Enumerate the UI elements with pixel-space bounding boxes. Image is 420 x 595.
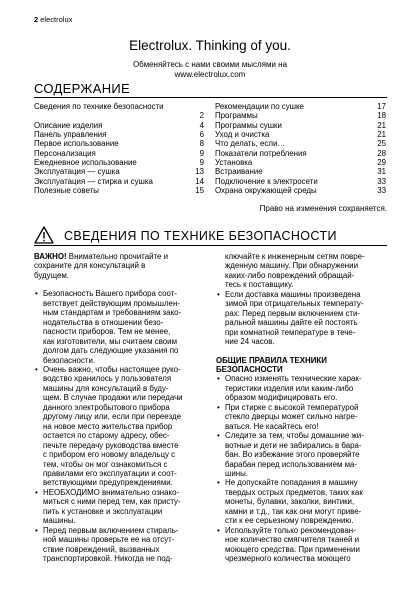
- toc-entry-title: Программы: [215, 111, 258, 121]
- safety-right-column: [216, 252, 386, 564]
- toc-entry-title: Показатели потребления: [215, 148, 307, 158]
- toc-entry-title: Уход и очистка: [215, 130, 270, 140]
- bullet-line: чрезмерного количества моющего: [225, 554, 351, 564]
- bullet-line: правилами его эксплуатации и соот-: [43, 468, 177, 478]
- toc-entry[interactable]: [215, 130, 386, 139]
- website-link: www.electrolux.com: [174, 70, 246, 79]
- toc-entry-page: 15: [195, 186, 204, 196]
- toc-entry-title: Сведения по технике безопасности: [34, 102, 164, 111]
- bullet-line: ной машины проверьте ее на отсут-: [43, 535, 175, 545]
- bullet-line: пасности приборов. Тем не менее,: [43, 327, 171, 337]
- important-line-1: Внимательно прочитайте и: [66, 252, 169, 261]
- bullet-line: машины для консультаций в буду-: [43, 383, 169, 393]
- bullet-line: сти к ее серьезному повреждению.: [225, 516, 354, 526]
- bullet-line: • При стирке с высокой температурой: [225, 402, 359, 412]
- bullet-item: [216, 526, 386, 564]
- bullet-line: печьте передачу руководства вместе: [43, 440, 179, 450]
- toc-entry-title: Эксплуатация — стирка и сушка: [34, 176, 153, 186]
- bullet-line: моющего средства. При применении: [225, 544, 360, 554]
- bullet-line: жденную машину. При обнаружении: [225, 261, 358, 271]
- toc-entry-title: Подключение к электросети: [215, 176, 318, 186]
- bullet-line: тесь к поставщику.: [225, 280, 294, 290]
- toc-entry-title: Программы сушки: [215, 120, 282, 130]
- bullet-line: рах: Перед первым включением сти-: [225, 308, 361, 318]
- bullet-item: [216, 403, 386, 431]
- toc-entry-page: 21: [377, 120, 386, 130]
- toc-entry[interactable]: [34, 102, 204, 111]
- general-rules-title-line-1: ОБЩИЕ ПРАВИЛА ТЕХНИКИ: [216, 355, 327, 365]
- bullet-line: ное количество смягчителя тканей и: [225, 535, 359, 545]
- toc-entry[interactable]: [34, 130, 204, 139]
- toc-entry[interactable]: [215, 177, 386, 186]
- bullet-line: на новое место жительства прибор: [43, 421, 173, 431]
- toc-entry-title: Персонализация: [34, 148, 96, 158]
- rights-note: Право на изменения сохраняется.: [259, 204, 387, 213]
- bullet-line: ным стандартам и требованиям зако-: [43, 308, 182, 318]
- tagline: Electrolux. Thinking of you.: [129, 38, 291, 53]
- toc-entry[interactable]: [34, 111, 204, 120]
- toc-left-column: [34, 102, 204, 195]
- toc-entry[interactable]: [34, 177, 204, 186]
- bullet-line: при комнатной температуре в тече-: [225, 327, 356, 337]
- bullet-item: [34, 526, 200, 564]
- toc-entry[interactable]: [215, 102, 386, 111]
- bullet-line: • НЕОБХОДИМО внимательно ознако-: [43, 487, 180, 497]
- bullet-line: • Следите за тем, чтобы домашние жи-: [225, 431, 364, 441]
- toc-entry-page: 28: [377, 148, 386, 158]
- bullet-line: данного электробытового прибора: [43, 402, 170, 412]
- bullet-line: барабан перед использованием ма-: [225, 459, 358, 469]
- bullet-item: [34, 289, 200, 365]
- general-rules-title: [216, 356, 386, 375]
- important-label: ВАЖНО!: [34, 252, 67, 261]
- toc-entry[interactable]: [34, 167, 204, 176]
- toc-entry-page: 17: [377, 102, 386, 111]
- bullet-line: • Используйте только рекомендован-: [225, 525, 356, 535]
- toc-entry[interactable]: [34, 149, 204, 158]
- bullet-line: машины.: [43, 516, 76, 526]
- bullet-line: • Безопасность Вашего прибора соот-: [43, 289, 178, 299]
- share-text: [0, 60, 420, 80]
- toc-right-column: [215, 102, 386, 195]
- toc-entry-page: 21: [377, 130, 386, 140]
- toc-entry-title: Встраивание: [215, 167, 263, 177]
- toc-entry-title: Описание изделия: [34, 120, 103, 130]
- bullet-line: остается по старому адресу, обес-: [43, 431, 170, 441]
- page-header: [34, 15, 72, 24]
- toc-entry-page: 9: [199, 148, 204, 158]
- bullet-item: [216, 290, 386, 347]
- bullet-line: образом модифицировать его.: [225, 393, 338, 403]
- safety-bullet-list: [34, 289, 200, 563]
- bullet-line: ствие повреждений, вызванных: [43, 544, 160, 554]
- general-rules-title-line-2: БЕЗОПАСНОСТИ: [216, 364, 283, 374]
- bullet-item: [34, 365, 200, 488]
- toc-entry-title: Ежедневное использование: [34, 158, 137, 168]
- bullet-line: водство хранилось у пользователя: [43, 374, 172, 384]
- bullet-continuation: [216, 252, 386, 290]
- page-number: 2: [34, 15, 39, 24]
- bullet-line: зимой при отрицательных температу-: [225, 299, 364, 309]
- bullet-line: с прибором его новому владельцу с: [43, 450, 176, 460]
- bullet-line: • Не допускайте попадания в машину: [225, 478, 358, 488]
- toc-entry-page: 8: [199, 139, 204, 149]
- toc-entry-page: 14: [195, 176, 204, 186]
- toc-entry[interactable]: [215, 158, 386, 167]
- bullet-item: [34, 488, 200, 526]
- bullet-line: • Перед первым включением стираль-: [43, 525, 179, 535]
- bullet-line: шины.: [225, 468, 248, 478]
- bullet-line: безопасности.: [43, 355, 96, 365]
- general-rules-list: [216, 374, 386, 563]
- toc-entry[interactable]: [34, 121, 204, 130]
- toc-entry-page: 2: [199, 111, 204, 121]
- toc-entry-title: Что делать, если…: [215, 139, 286, 149]
- toc-entry-page: 13: [195, 167, 204, 177]
- bullet-line: как изготовители, мы считаем своим: [43, 336, 178, 346]
- toc-entry-title: Охрана окружающей среды: [215, 186, 317, 196]
- toc-entry-page: 31: [377, 167, 386, 177]
- toc-divider: [34, 97, 387, 98]
- bullet-item: [216, 431, 386, 478]
- toc-entry[interactable]: [215, 121, 386, 130]
- bullet-line: щем. В случае продажи или передачи: [43, 393, 183, 403]
- bullet-line: транспортировкой. Никогда не под-: [43, 554, 173, 564]
- toc-entry[interactable]: [215, 111, 386, 120]
- important-line-3: будущем.: [34, 270, 69, 280]
- bullet-line: пить к установке и эксплуатации: [43, 506, 163, 516]
- safety-section-title: СВЕДЕНИЯ ПО ТЕХНИКЕ БЕЗОПАСНОСТИ: [64, 229, 337, 243]
- bullet-line: нодательства в отношении безо-: [43, 317, 164, 327]
- bullet-item: [216, 478, 386, 525]
- toc-entry-title: Эксплуатация — сушка: [34, 167, 120, 177]
- bullet-line: вотные и дети не забирались в бара-: [225, 440, 362, 450]
- toc-entry-page: 18: [377, 111, 386, 121]
- toc-entry[interactable]: [34, 139, 204, 148]
- bullet-line: • Опасно изменять технические харак-: [225, 374, 362, 384]
- bullet-line: стекло дверцы может сильно нагре-: [225, 412, 358, 422]
- bullet-line: • Очень важно, чтобы настоящее руко-: [43, 364, 181, 374]
- warning-icon: [34, 226, 54, 244]
- bullet-line: ключайте к инженерным сетям повре-: [225, 252, 365, 261]
- toc-entry-page: 9: [199, 158, 204, 168]
- bullet-line: монеты, булавки, заколки, винтики,: [225, 497, 355, 507]
- bullet-line: бан. Во избежание этого проверяйте: [225, 450, 360, 460]
- toc-entry[interactable]: [34, 186, 204, 195]
- toc-entry-page: 25: [377, 139, 386, 149]
- toc-entry[interactable]: [215, 149, 386, 158]
- bullet-line: тем, чтобы он мог ознакомиться с: [43, 459, 168, 469]
- bullet-line: ветствующими предупреждениями.: [43, 478, 173, 488]
- bullet-line: каких-либо повреждений обращай-: [225, 270, 355, 280]
- safety-divider: [34, 245, 387, 246]
- bullet-line: • Если доставка машины произведена: [225, 289, 361, 299]
- toc-entry-title: Первое использование: [34, 139, 119, 149]
- toc-entry[interactable]: [215, 167, 386, 176]
- toc-entry[interactable]: [215, 186, 386, 195]
- toc-entry[interactable]: [34, 158, 204, 167]
- bullet-line: ветствует действующим промышлен-: [43, 298, 180, 308]
- toc-entry-page: 33: [377, 176, 386, 186]
- toc-entry-title: Панель управления: [34, 130, 107, 140]
- important-line-2: сохраните для консультаций в: [34, 261, 146, 271]
- brand-name: electrolux: [40, 15, 73, 24]
- bullet-line: ние 24 часов.: [225, 337, 275, 347]
- toc-title: СОДЕРЖАНИЕ: [34, 81, 131, 96]
- bullet-line: теристики изделия или каким-либо: [225, 383, 354, 393]
- bullet-line: другому лицу или, если при переезде: [43, 412, 181, 422]
- winter-bullet-list: [216, 290, 386, 347]
- bullet-item: [216, 374, 386, 402]
- toc-entry-title: Рекомендации по сушке: [215, 102, 304, 111]
- bullet-line: долгом дать следующие указания по: [43, 346, 179, 356]
- bullet-line: ральной машины дайте ей постоять: [225, 318, 358, 328]
- important-note: [34, 252, 200, 261]
- toc-entry-title: Полезные советы: [34, 186, 99, 196]
- toc-entry-page: 33: [377, 186, 386, 196]
- bullet-line: миться с ними перед тем, как присту-: [43, 497, 181, 507]
- bullet-line: твердых острых предметов, таких как: [225, 487, 363, 497]
- share-line-1: Обменяйтесь с нами своими мыслями на: [132, 60, 288, 69]
- bullet-line: камни и т.д., так как они могут приве-: [225, 506, 362, 516]
- toc-entry-title: Установка: [215, 158, 253, 168]
- safety-left-column: [34, 252, 200, 564]
- toc-entry-page: 6: [199, 130, 204, 140]
- toc-entry-page: 4: [199, 120, 204, 130]
- toc-entry[interactable]: [215, 139, 386, 148]
- bullet-line: ваться. Не касайтесь его!: [225, 421, 319, 431]
- toc-entry-page: 29: [377, 158, 386, 168]
